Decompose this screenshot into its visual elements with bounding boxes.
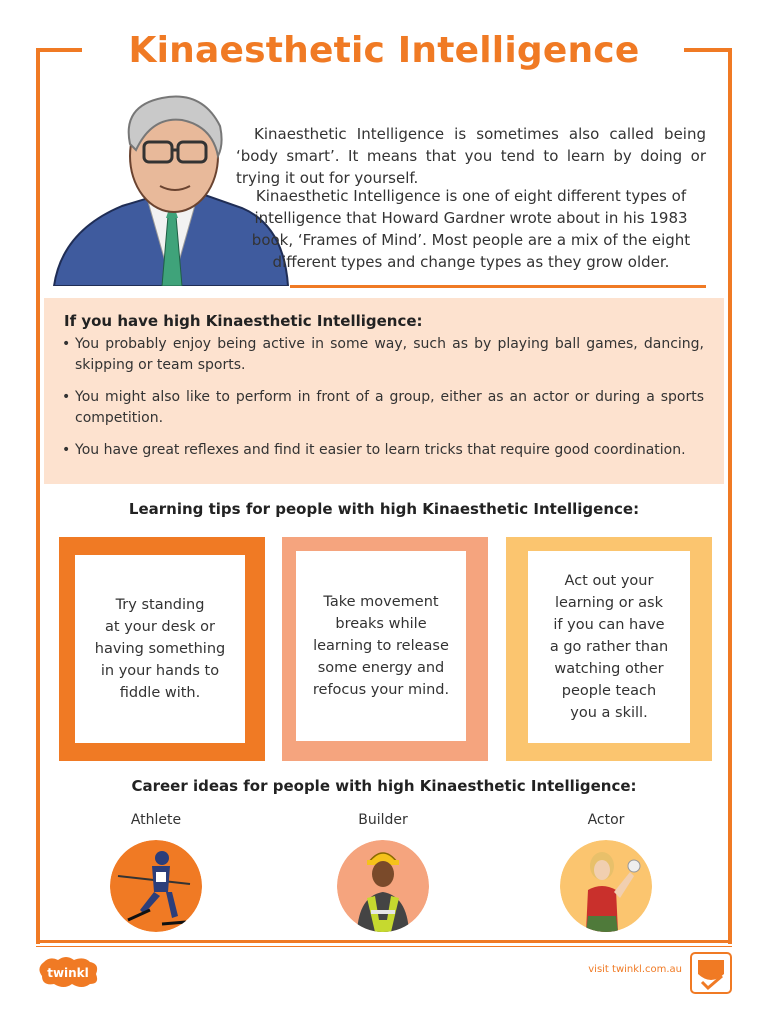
high-intelligence-list xyxy=(62,334,704,472)
high-intelligence-heading: If you have high Kinaesthetic Intelligence: xyxy=(64,312,423,330)
actor-illustration xyxy=(560,840,652,932)
footer-rule xyxy=(36,940,732,943)
quality-badge-icon xyxy=(690,952,732,994)
tip-box-1 xyxy=(59,537,265,761)
intro-paragraph-1: Kinaesthetic Intelligence is sometimes also called being ‘body smart’. It means that you tend to learn by doing or trying it out for yourself. xyxy=(236,125,706,187)
list-item: • You might also like to perform in front of a group, either as an actor or during a sports competition. xyxy=(62,387,704,429)
career-label-actor: Actor xyxy=(587,812,625,828)
frame-left xyxy=(36,48,40,944)
careers-heading: Career ideas for people with high Kinaesthetic Intelligence: xyxy=(131,777,637,795)
high-intelligence-panel xyxy=(44,298,724,484)
list-item: • You have great reflexes and find it easier to learn tricks that require good coordination. xyxy=(62,440,704,461)
footer-url[interactable]: visit twinkl.com.au xyxy=(588,964,682,975)
tip-text-1: Try standing at your desk or having something in your hands to fiddle with. xyxy=(94,597,226,701)
career-label-athlete: Athlete xyxy=(130,812,182,828)
tip-card-1 xyxy=(75,555,245,743)
twinkl-logo[interactable] xyxy=(36,956,100,988)
tip-text-2: Take movement breaks while learning to release some energy and refocus your mind. xyxy=(312,594,450,698)
list-item: • You probably enjoy being active in some way, such as by playing ball games, dancing, skipping or team sports. xyxy=(62,334,704,376)
footer-rule-thin xyxy=(36,946,732,947)
tip-card-3 xyxy=(528,551,690,743)
builder-illustration xyxy=(337,840,429,932)
tip-card-2 xyxy=(296,551,466,741)
tip-text-3: Act out your learning or ask if you can have a go rather than watching other people teach you a skill. xyxy=(549,573,669,721)
tip-box-3 xyxy=(506,537,712,761)
page-title: Kinaesthetic Intelligence xyxy=(128,30,640,71)
tips-heading: Learning tips for people with high Kinaesthetic Intelligence: xyxy=(128,500,640,518)
intro-divider xyxy=(290,285,706,288)
logo-text: twinkl xyxy=(47,966,89,980)
career-label-builder: Builder xyxy=(358,812,408,828)
intro-paragraph-2: Kinaesthetic Intelligence is one of eight different types of intelligence that Howard Gardner wrote about in his 1983 book, ‘Frames of Mind’. Most people are a mix of the eight different types and change types as they grow older. xyxy=(251,187,691,271)
tip-box-2 xyxy=(282,537,488,761)
frame-right xyxy=(728,48,732,944)
athlete-illustration xyxy=(110,840,202,932)
